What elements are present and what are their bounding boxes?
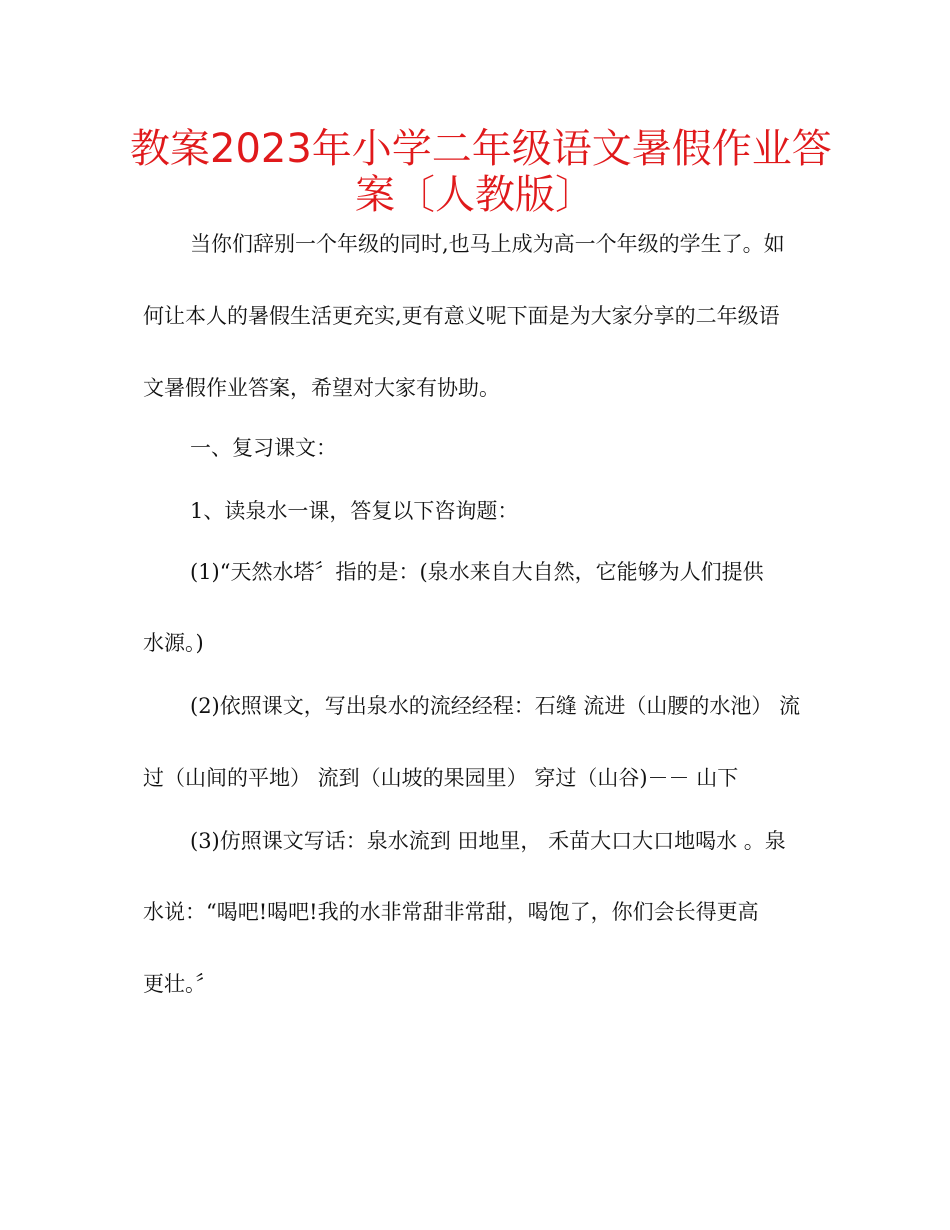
- answer-line: (3)仿照课文写话：泉水流到 田地里， 禾苗大口大口地喝水 。泉: [190, 829, 786, 853]
- document-title-line-1: 教案2023年小学二年级语文暑假作业答: [130, 126, 832, 172]
- answer-line: 更壮。〞: [143, 972, 217, 996]
- paragraph-line: 文暑假作业答案，希望对大家有协助。: [143, 376, 500, 400]
- question-line: 1、读泉水一课，答复以下咨询题：: [190, 499, 519, 523]
- section-heading: 一、复习课文：: [190, 436, 337, 460]
- answer-line: 水源。): [143, 631, 204, 655]
- answer-line: 水说：“喝吧!喝吧!我的水非常甜非常甜，喝饱了，你们会长得更高: [143, 900, 759, 924]
- answer-line: (1)“天然水塔〞指的是：(泉水来自大自然，它能够为人们提供: [190, 560, 764, 584]
- answer-line: 过（山间的平地） 流到（山坡的果园里） 穿过（山谷)－－ 山下: [143, 766, 739, 790]
- paragraph-line: 当你们辞别一个年级的同时,也马上成为高一个年级的学生了。如: [190, 232, 785, 256]
- answer-line: (2)依照课文，写出泉水的流经经程：石缝 流进（山腰的水池） 流: [190, 694, 801, 718]
- document-title-line-2: 案〔人教版〕: [355, 172, 595, 218]
- paragraph-line: 何让本人的暑假生活更充实,更有意义呢下面是为大家分享的二年级语: [143, 304, 780, 328]
